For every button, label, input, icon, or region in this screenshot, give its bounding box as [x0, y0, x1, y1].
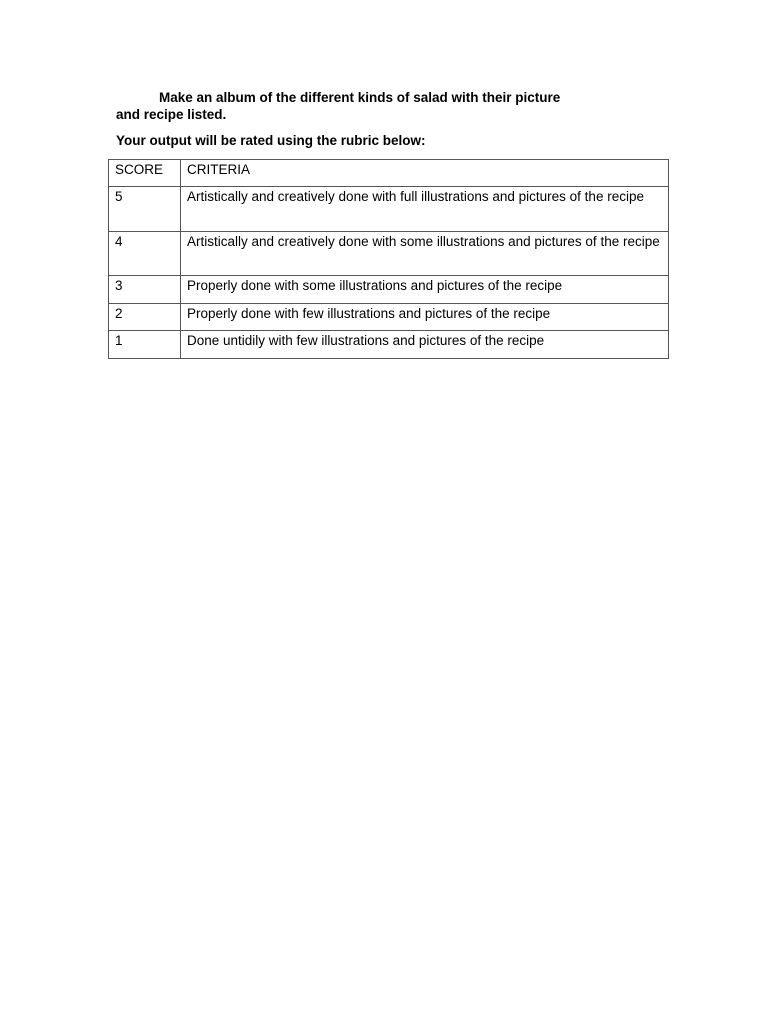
score-value: 4 [115, 234, 123, 249]
score-cell [109, 331, 181, 359]
header-score-label: SCORE [115, 162, 164, 177]
rubric-intro: Your output will be rated using the rubric below: [116, 133, 426, 148]
score-cell [109, 187, 181, 232]
table-header-row [109, 160, 669, 187]
criteria-text: Artistically and creatively done with some illustrations and pictures of the recipe [187, 234, 660, 249]
score-value: 5 [115, 189, 123, 204]
criteria-cell [181, 232, 669, 276]
score-value: 1 [115, 333, 123, 348]
criteria-cell [181, 304, 669, 331]
instruction-line-2: and recipe listed. [116, 107, 227, 122]
criteria-cell [181, 276, 669, 304]
header-criteria-label: CRITERIA [187, 162, 251, 177]
table-row [109, 187, 669, 232]
criteria-text: Properly done with few illustrations and pictures of the recipe [187, 306, 551, 321]
table-row [109, 331, 669, 359]
criteria-text: Done untidily with few illustrations and pictures of the recipe [187, 333, 545, 348]
criteria-cell [181, 187, 669, 232]
header-score [109, 160, 181, 187]
header-criteria [181, 160, 669, 187]
table-row [109, 276, 669, 304]
criteria-cell [181, 331, 669, 359]
table-row [109, 232, 669, 276]
instruction-line-1: Make an album of the different kinds of salad with their picture [159, 90, 561, 105]
rubric-table [108, 159, 669, 359]
table-row [109, 304, 669, 331]
instruction-text [116, 89, 636, 123]
score-value: 3 [115, 278, 123, 293]
score-cell [109, 232, 181, 276]
score-value: 2 [115, 306, 123, 321]
score-cell [109, 276, 181, 304]
criteria-text: Properly done with some illustrations and pictures of the recipe [187, 278, 563, 293]
criteria-text: Artistically and creatively done with full illustrations and pictures of the recipe [187, 189, 644, 204]
score-cell [109, 304, 181, 331]
